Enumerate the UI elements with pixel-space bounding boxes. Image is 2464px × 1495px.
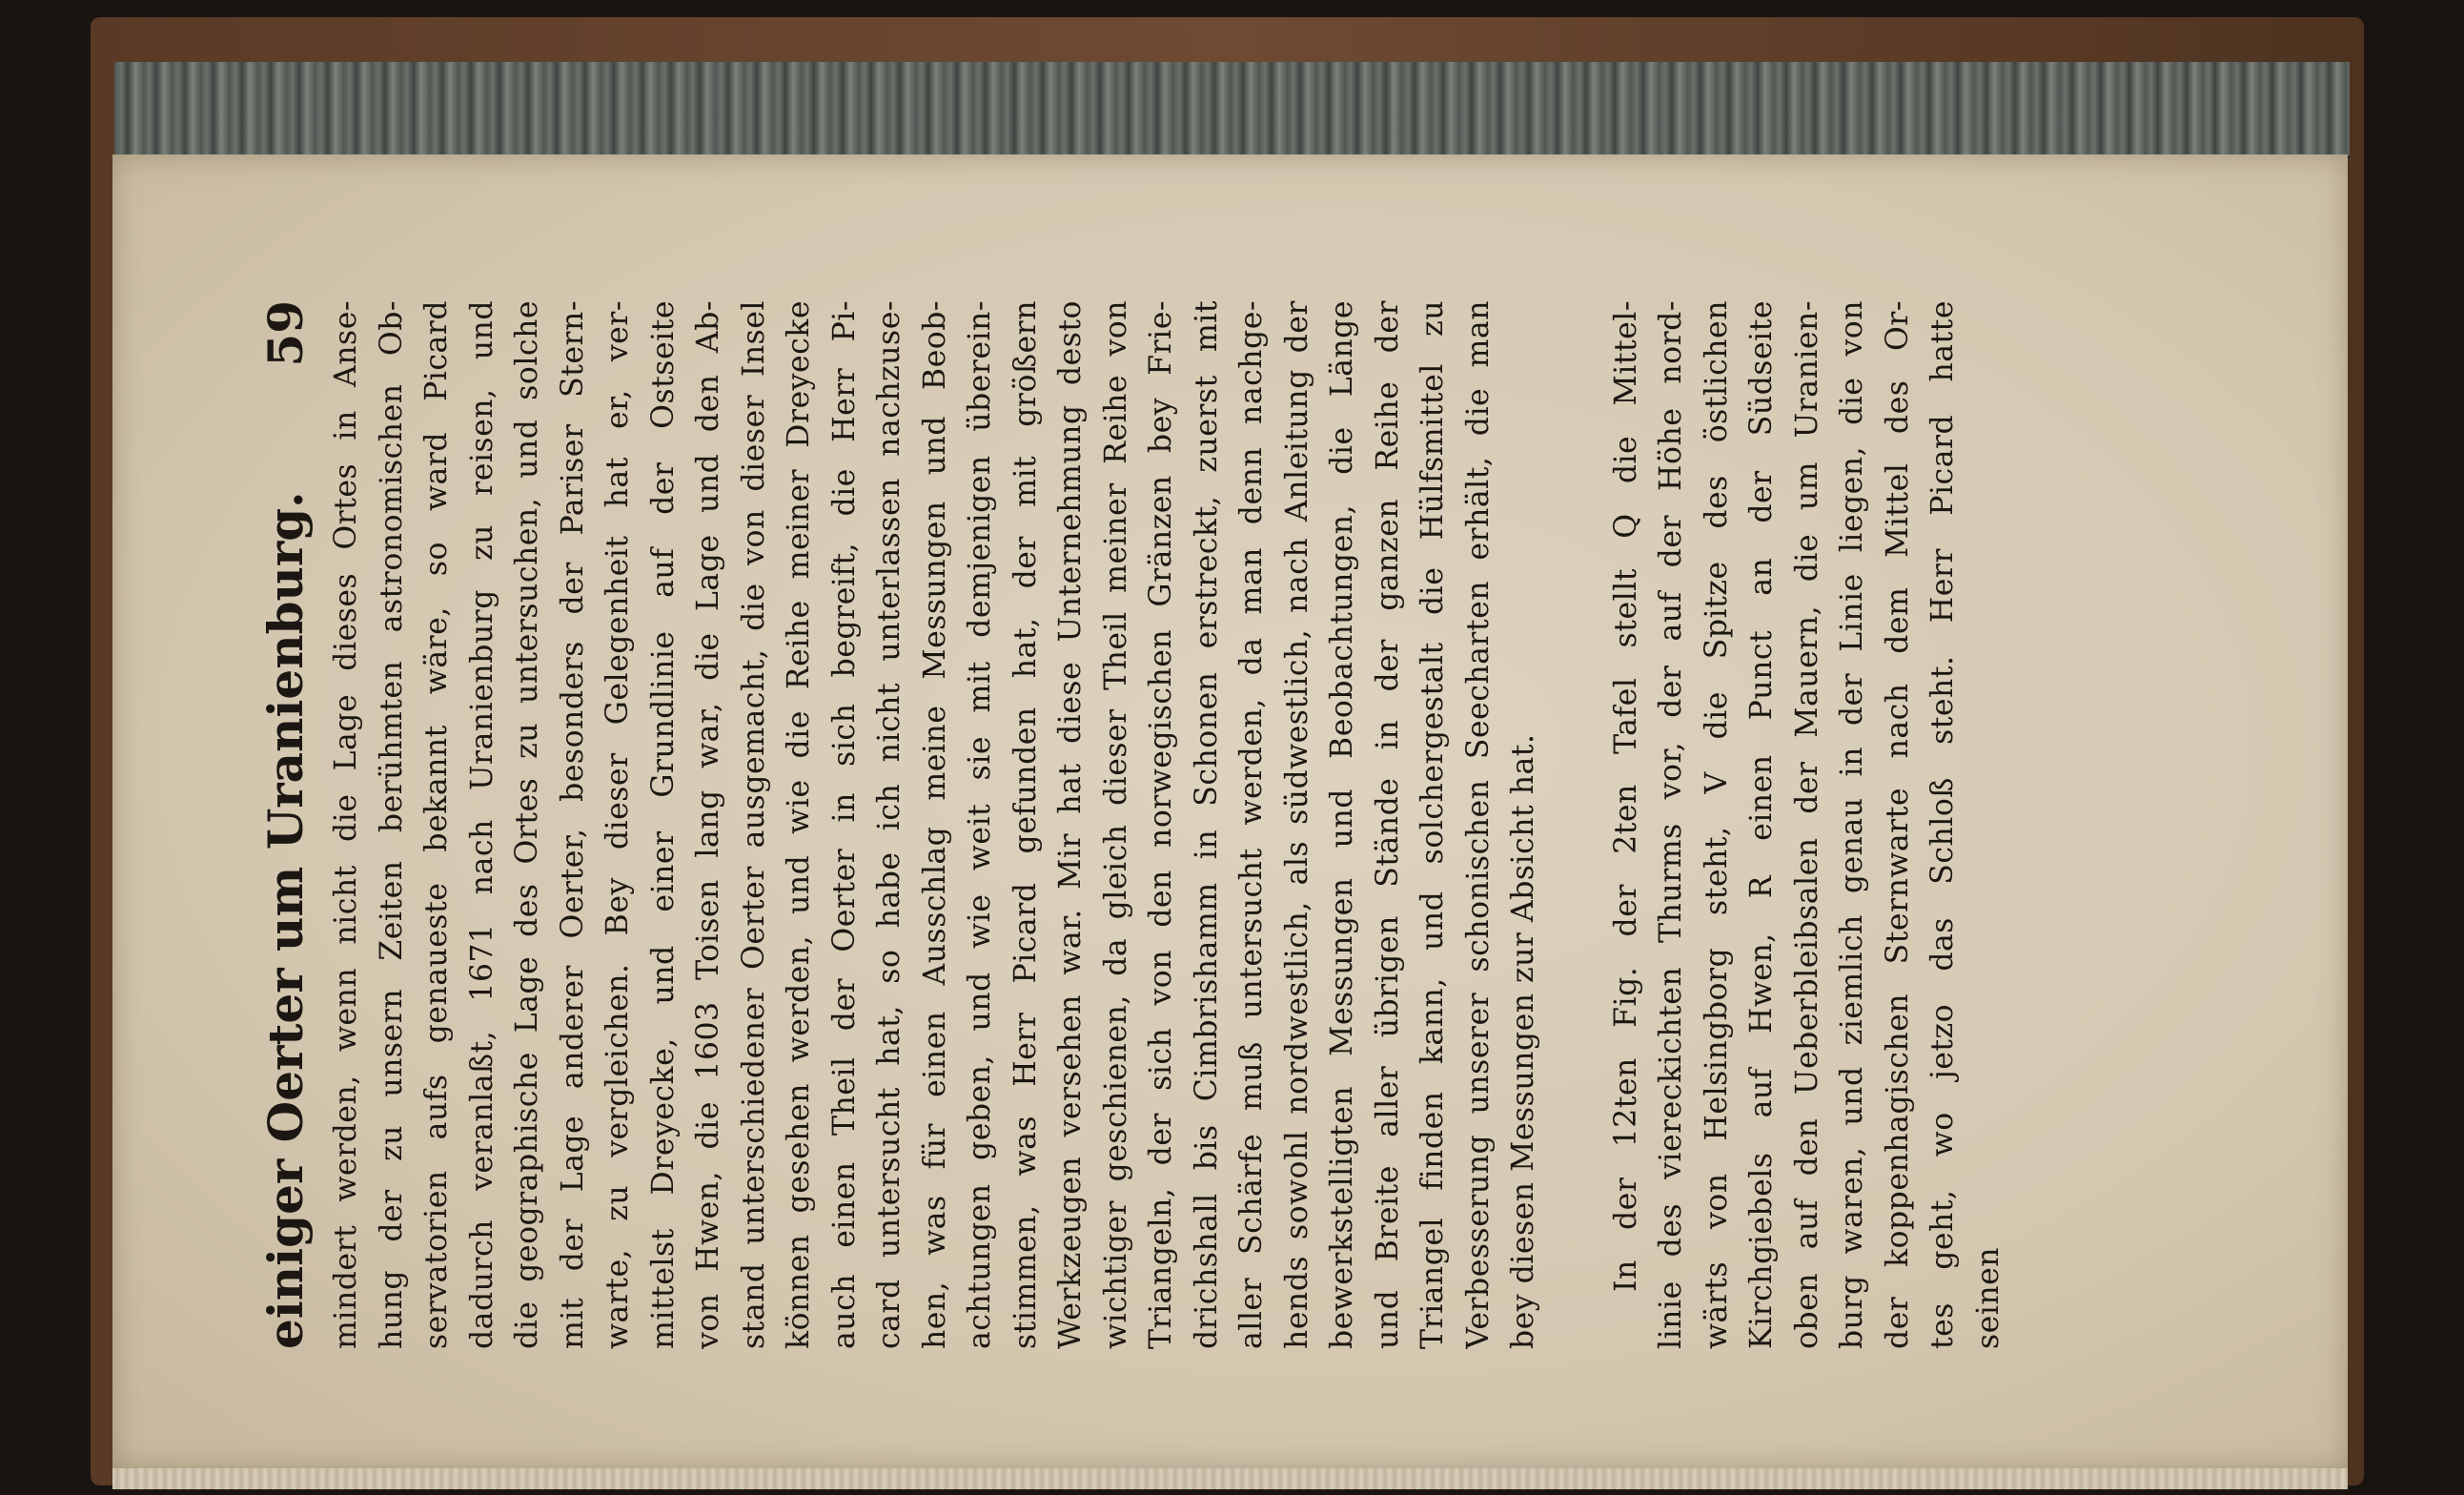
- text-line: hen, was für einen Ausschlag meine Messungen und Beob-: [917, 300, 952, 1349]
- text-line: tes geht, wo jetzo das Schloß steht. Herr Picard hatte: [1925, 300, 1960, 1349]
- text-line: mittelst Dreyecke, und einer Grundlinie auf der Ostseite: [645, 300, 681, 1349]
- rotated-text-block: [257, 300, 2154, 1349]
- text-line: die geographische Lage des Ortes zu untersuchen, und solche: [510, 300, 544, 1349]
- text-line: In der 12ten Fig. der 2ten Tafel stellt Q die Mittel-: [1608, 300, 1643, 1292]
- text-line: von Hwen, die 1603 Toisen lang war, die Lage und den Ab-: [691, 300, 725, 1349]
- text-line: oben auf den Ueberbleibsalen der Mauern, die um Uranien-: [1789, 300, 1824, 1349]
- text-line: Werkzeugen versehen war. Mir hat diese Unternehmung desto: [1053, 300, 1088, 1349]
- text-line: hends sowohl nordwestlich, als südwestlich, nach Anleitung der: [1279, 300, 1314, 1349]
- text-line: bewerkstelligten Messungen und Beobachtungen, die Länge: [1325, 300, 1359, 1349]
- page-edge-top: [114, 62, 2350, 158]
- text-line: auch einen Theil der Oerter in sich begreift, die Herr Pi-: [826, 300, 862, 1349]
- paragraph-1: [324, 300, 1547, 1349]
- text-line: achtungen geben, und wie weit sie mit demjenigen überein-: [963, 300, 997, 1349]
- text-line: der koppenhagischen Sternwarte nach dem Mittel des Or-: [1880, 300, 1915, 1349]
- text-line: mindert werden, wenn nicht die Lage dieses Ortes in Anse-: [329, 300, 363, 1349]
- page-edge-bottom: [112, 1468, 2348, 1489]
- page-number: 59: [257, 300, 314, 367]
- text-line: stimmen, was Herr Picard gefunden hat, der mit größern: [1008, 300, 1043, 1349]
- paragraph-gap: [1547, 300, 1604, 1349]
- text-line: dadurch veranlaßt, 1671 nach Uranienburg zu reisen, und: [464, 300, 499, 1349]
- text-line: können gesehen werden, und wie die Reihe meiner Dreyecke: [782, 300, 816, 1349]
- text-line: wichtiger geschienen, da gleich dieser Theil meiner Reihe von: [1098, 300, 1133, 1349]
- text-line: burg waren, und ziemlich genau in der Linie liegen, die von: [1835, 300, 1869, 1349]
- text-line: Triangeln, der sich von den norwegischen Gränzen bey Frie-: [1144, 300, 1178, 1349]
- text-line: bey diesen Messungen zur Absicht hat.: [1506, 733, 1540, 1349]
- text-line: Kirchgiebels auf Hwen, R einen Punct an der Südseite: [1744, 300, 1779, 1349]
- text-line: seinen: [1970, 1246, 2006, 1349]
- text-line: drichshall bis Cimbrishamm in Schonen erstreckt, zuerst mit: [1189, 300, 1224, 1349]
- running-title: einiger Oerter um Uranienburg.: [257, 491, 314, 1349]
- text-line: servatorien aufs genaueste bekannt wäre, so ward Picard: [419, 300, 454, 1349]
- text-line: card untersucht hat, so habe ich nicht unterlassen nachzuse-: [872, 300, 906, 1349]
- text-line: mit der Lage anderer Oerter, besonders der Pariser Stern-: [555, 300, 590, 1349]
- text-line: aller Schärfe muß untersucht werden, da man denn nachge-: [1234, 300, 1269, 1349]
- text-line: stand unterschiedener Oerter ausgemacht, die von dieser Insel: [736, 300, 771, 1349]
- text-line: und Breite aller übrigen Stände in der ganzen Reihe der: [1370, 300, 1405, 1349]
- text-line: warte, zu vergleichen. Bey dieser Gelegenheit hat er, ver-: [601, 300, 635, 1349]
- paragraph-2: [1604, 300, 2012, 1349]
- text-line: linie des viereckichten Thurms vor, der auf der Höhe nord-: [1654, 300, 1688, 1349]
- running-header: [257, 300, 324, 1349]
- text-line: wärts von Helsingborg steht, V die Spitze des östlichen: [1699, 300, 1734, 1349]
- text-line: Triangel finden kann, und solchergestalt die Hülfsmittel zu: [1415, 300, 1450, 1349]
- text-line: Verbesserung unserer schonischen Seecharten erhält, die man: [1460, 300, 1496, 1349]
- text-line: hung der zu unsern Zeiten berühmten astronomischen Ob-: [374, 300, 409, 1349]
